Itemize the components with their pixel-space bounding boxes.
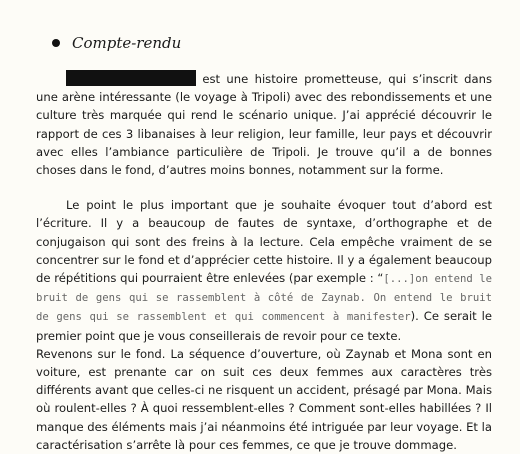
paragraph-writing-end: ). Ce serait le premier point que je vous conseillerais de revoir pour ce texte. xyxy=(36,309,492,343)
paragraph-intro-text: est une histoire prometteuse, qui s’inscrit dans une arène intéressante (le voyage à Tripoli) avec des rebondissements et une culture très marquée qui rend le scénario unique. J’ai apprécié découvrir le rapport de ces 3 libanaises à leur religion, leur famille, leur pays et découvrir avec elles l’ambiance particulière de Tripoli. Je trouve qu’il a de bonnes choses dans le fond, d’autres moins bonnes, notamment sur la forme. xyxy=(36,72,492,178)
paragraph-intro xyxy=(36,70,492,179)
redacted-title-block xyxy=(66,70,196,86)
bullet-icon xyxy=(52,39,60,47)
section-heading xyxy=(52,34,181,52)
heading-title: Compte-rendu xyxy=(72,34,182,52)
paragraph-writing xyxy=(36,196,492,345)
paragraph-content xyxy=(36,345,492,454)
paragraph-content-text: Revenons sur le fond. La séquence d’ouverture, où Zaynab et Mona sont en voiture, est prenante car on suit ces deux femmes aux caractères très différents avant que celles-ci ne risquent un accident, présagé par Mona. Mais où roulent-elles ? À quoi ressemblent-elles ? Comment sont-elles habillées ? Il manque des éléments mais j’ai néanmoins été intriguée par leur voyage. Et la caractérisation s’arrête là pour ces femmes, ce que je trouve dommage. xyxy=(36,346,492,452)
paragraph-writing-text: Le point le plus important que je souhaite évoquer tout d’abord est l’écriture. Il y a beaucoup de fautes de syntaxe, d’orthographe et de conjugaison qui sont des freins à la lecture. Cela empêche vraiment de se concentrer sur le fond et d’apprécier cette histoire. Il y a également beaucoup de répétitions qui pourraient être enlevées (par exemple : “ xyxy=(36,198,492,286)
document-body xyxy=(36,70,492,454)
quoted-excerpt: [...]on entend le bruit de gens qui se rassemblent à côté de Zaynab. On entend le bruit de gens qui se rassemblent et qui commencent à manifester xyxy=(36,273,492,324)
